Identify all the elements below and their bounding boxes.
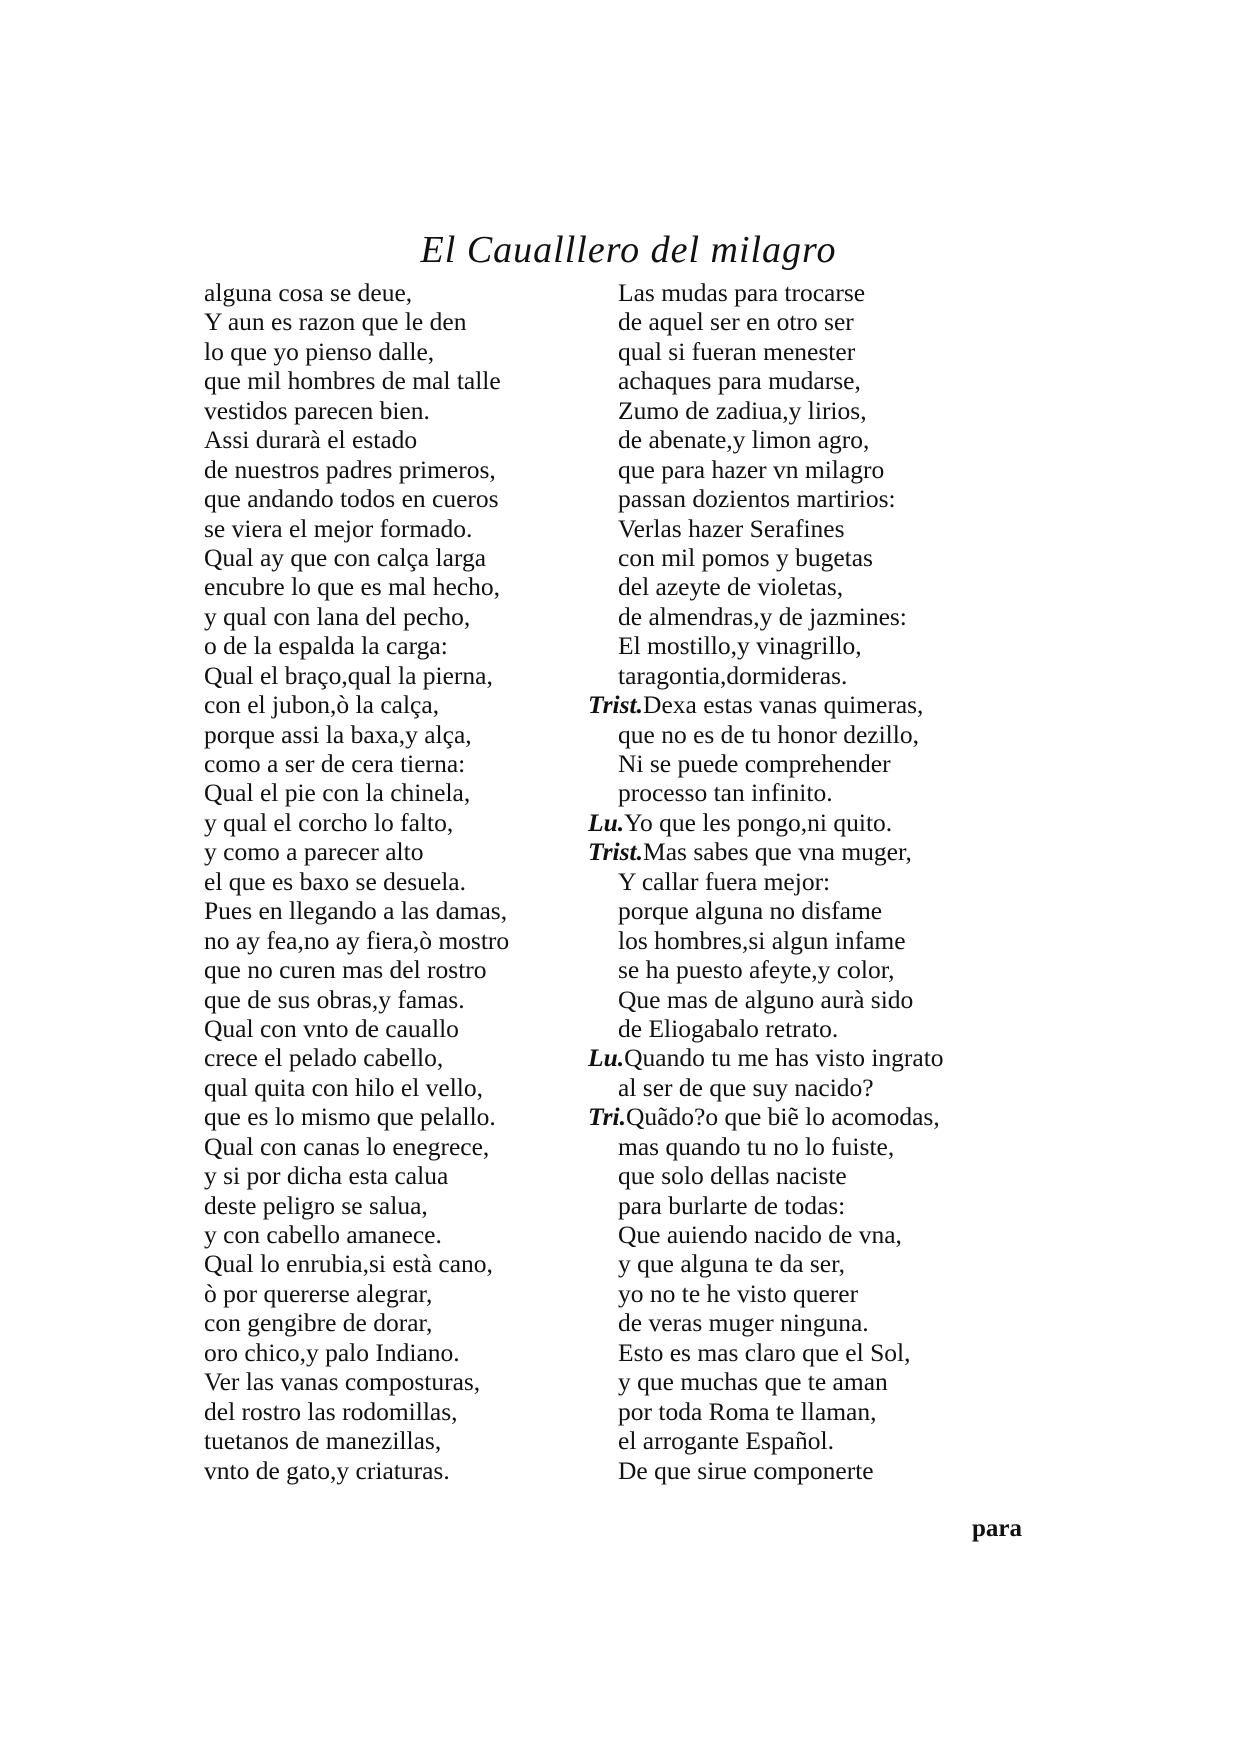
- verse-line: [204, 1426, 604, 1455]
- verse-text: yo no te he visto querer: [618, 1278, 859, 1308]
- verse-line: [618, 1073, 1038, 1102]
- verse-text: tuetanos de manezillas,: [204, 1426, 442, 1456]
- verse-line: [204, 1367, 604, 1396]
- verse-text: Qual el braço,qual la pierna,: [204, 660, 493, 690]
- verse-line: [204, 1249, 604, 1278]
- verse-line: [618, 1279, 1038, 1308]
- verse-line: [618, 867, 1038, 896]
- verse-text: de abenate,y limon agro,: [618, 425, 870, 455]
- verse-text: Quãdo?o que biẽ lo acomodas,: [626, 1102, 940, 1132]
- verse-text: qual quita con hilo el vello,: [204, 1072, 484, 1102]
- verse-text: de veras muger ninguna.: [618, 1308, 869, 1338]
- verse-text: del azeyte de violetas,: [618, 572, 844, 602]
- verse-text: Verlas hazer Serafines: [618, 513, 845, 543]
- verse-text: Las mudas para trocarse: [618, 278, 866, 307]
- verse-line: [204, 1132, 604, 1161]
- verse-text: se viera el mejor formado.: [204, 513, 473, 543]
- verse-text: Pues en llegando a las damas,: [204, 896, 508, 926]
- verse-text: no ay fea,no ay fiera,ò mostro: [204, 925, 510, 955]
- verse-text: Qual lo enrubia,si està cano,: [204, 1249, 493, 1279]
- verse-text: y qual el corcho lo falto,: [204, 807, 454, 837]
- verse-line: [618, 778, 1038, 807]
- verse-line: [618, 484, 1038, 513]
- verse-line: [618, 455, 1038, 484]
- left-verse-column: [204, 278, 604, 1485]
- verse-line: [204, 1043, 604, 1072]
- verse-line: [618, 1426, 1038, 1455]
- verse-text: que no curen mas del rostro: [204, 955, 487, 985]
- verse-line: [618, 896, 1038, 925]
- verse-line: [618, 1014, 1038, 1043]
- verse-text: Que mas de alguno aurà sido: [618, 984, 914, 1014]
- verse-text: porque alguna no disfame: [618, 896, 883, 926]
- verse-line: [618, 278, 1038, 307]
- verse-text: de Eliogabalo retrato.: [618, 1013, 839, 1043]
- verse-text: de nuestros padres primeros,: [204, 454, 496, 484]
- verse-text: Ni se puede comprehender: [618, 749, 891, 778]
- verse-line: [204, 396, 604, 425]
- verse-text: del rostro las rodomillas,: [204, 1396, 458, 1426]
- verse-text: Dexa estas vanas quimeras,: [643, 690, 924, 720]
- verse-text: achaques para mudarse,: [618, 366, 861, 396]
- verse-text: y como a parecer alto: [204, 837, 424, 867]
- verse-line: [618, 337, 1038, 366]
- verse-line: [204, 955, 604, 984]
- verse-text: Assi durarà el estado: [204, 425, 418, 455]
- verse-line: [618, 602, 1038, 631]
- verse-text: vestidos parecen bien.: [204, 395, 430, 425]
- verse-text: y que muchas que te aman: [618, 1367, 888, 1397]
- verse-line: [204, 778, 604, 807]
- verse-line: [618, 1220, 1038, 1249]
- verse-line: [204, 484, 604, 513]
- verse-line: [204, 985, 604, 1014]
- verse-text: con mil pomos y bugetas: [618, 542, 873, 572]
- verse-line: [204, 926, 604, 955]
- verse-line: [204, 572, 604, 601]
- verse-line: [204, 1191, 604, 1220]
- verse-line: [204, 661, 604, 690]
- verse-text: deste peligro se salua,: [204, 1190, 428, 1220]
- speaker-label: Lu.: [588, 1043, 625, 1073]
- verse-line: [204, 1397, 604, 1426]
- verse-line: [588, 808, 1038, 837]
- verse-line: [204, 278, 604, 307]
- verse-text: como a ser de cera tierna:: [204, 749, 466, 778]
- verse-text: porque assi la baxa,y alça,: [204, 719, 472, 749]
- verse-line: [204, 337, 604, 366]
- verse-text: con gengibre de dorar,: [204, 1308, 433, 1338]
- verse-line: [204, 1456, 604, 1485]
- verse-line: [204, 307, 604, 336]
- verse-text: encubre lo que es mal hecho,: [204, 572, 500, 602]
- verse-line: [618, 749, 1038, 778]
- verse-text: que mil hombres de mal talle: [204, 366, 501, 396]
- verse-text: se ha puesto afeyte,y color,: [618, 955, 895, 985]
- verse-text: de almendras,y de jazmines:: [618, 601, 907, 631]
- verse-line: [618, 720, 1038, 749]
- verse-line: [204, 1338, 604, 1367]
- verse-line: [618, 926, 1038, 955]
- verse-line: [204, 1308, 604, 1337]
- verse-text: Y callar fuera mejor:: [618, 866, 831, 896]
- verse-text: alguna cosa se deue,: [204, 278, 413, 307]
- speaker-label: Trist.: [588, 837, 644, 867]
- verse-line: [618, 307, 1038, 336]
- verse-text: lo que yo pienso dalle,: [204, 336, 435, 366]
- verse-text: vnto de gato,y criaturas.: [204, 1455, 450, 1485]
- verse-line: [618, 661, 1038, 690]
- verse-line: [204, 1014, 604, 1043]
- verse-line: [588, 690, 1038, 719]
- verse-text: passan dozientos martirios:: [618, 484, 896, 514]
- verse-line: [618, 985, 1038, 1014]
- speaker-label: Trist.: [588, 690, 644, 720]
- verse-line: [618, 514, 1038, 543]
- verse-text: el que es baxo se desuela.: [204, 866, 466, 896]
- verse-text: y qual con lana del pecho,: [204, 601, 471, 631]
- verse-line: [618, 1191, 1038, 1220]
- verse-text: De que sirue componerte: [618, 1455, 874, 1485]
- speaker-label: Lu.: [588, 807, 625, 837]
- verse-text: que no es de tu honor dezillo,: [618, 719, 919, 749]
- verse-line: [204, 867, 604, 896]
- verse-line: [204, 425, 604, 454]
- verse-text: El mostillo,y vinagrillo,: [618, 631, 862, 661]
- verse-text: que es lo mismo que pelallo.: [204, 1102, 496, 1132]
- catchword: para: [972, 1515, 1022, 1542]
- verse-text: Ver las vanas composturas,: [204, 1367, 481, 1397]
- verse-text: de aquel ser en otro ser: [618, 307, 854, 337]
- verse-text: mas quando tu no lo fuiste,: [618, 1131, 895, 1161]
- verse-text: que andando todos en cueros: [204, 484, 499, 514]
- verse-line: [588, 1102, 1038, 1131]
- verse-text: Y aun es razon que le den: [204, 307, 467, 337]
- verse-line: [204, 514, 604, 543]
- verse-line: [204, 896, 604, 925]
- verse-text: Qual con canas lo enegrece,: [204, 1131, 490, 1161]
- right-verse-column: [588, 278, 1038, 1485]
- verse-line: [204, 1102, 604, 1131]
- verse-line: [618, 955, 1038, 984]
- verse-text: qual si fueran menester: [618, 336, 856, 366]
- verse-line: [204, 543, 604, 572]
- verse-text: Esto es mas claro que el Sol,: [618, 1337, 911, 1367]
- verse-text: Yo que les pongo,ni quito.: [624, 807, 893, 837]
- page-title: El Caualllero del milagro: [420, 229, 837, 271]
- verse-line: [204, 808, 604, 837]
- verse-line: [618, 425, 1038, 454]
- verse-text: y con cabello amanece.: [204, 1220, 442, 1249]
- verse-text: con el jubon,ò la calça,: [204, 690, 440, 720]
- verse-text: el arrogante Español.: [618, 1426, 834, 1456]
- verse-text: y si por dicha esta calua: [204, 1161, 449, 1191]
- verse-line: [618, 1397, 1038, 1426]
- verse-text: por toda Roma te llaman,: [618, 1396, 877, 1426]
- verse-line: [618, 631, 1038, 660]
- verse-line: [204, 366, 604, 395]
- verse-text: que de sus obras,y famas.: [204, 984, 465, 1014]
- verse-text: que solo dellas naciste: [618, 1161, 847, 1191]
- verse-line: [204, 1161, 604, 1190]
- verse-text: los hombres,si algun infame: [618, 925, 906, 955]
- verse-text: Qual con vnto de cauallo: [204, 1013, 459, 1043]
- verse-line: [618, 1367, 1038, 1396]
- verse-line: [618, 1338, 1038, 1367]
- verse-text: o de la espalda la carga:: [204, 631, 448, 661]
- verse-line: [204, 602, 604, 631]
- verse-text: al ser de que suy nacido?: [618, 1072, 874, 1102]
- verse-text: para burlarte de todas:: [618, 1190, 846, 1220]
- verse-line: [618, 572, 1038, 601]
- verse-line: [588, 1043, 1038, 1072]
- verse-text: Quando tu me has visto ingrato: [624, 1043, 944, 1073]
- verse-line: [204, 1279, 604, 1308]
- verse-text: que para hazer vn milagro: [618, 454, 885, 484]
- verse-text: Qual ay que con calça larga: [204, 542, 487, 572]
- verse-line: [618, 1456, 1038, 1485]
- verse-text: oro chico,y palo Indiano.: [204, 1337, 460, 1367]
- verse-line: [618, 396, 1038, 425]
- verse-line: [204, 1073, 604, 1102]
- verse-text: Qual el pie con la chinela,: [204, 778, 471, 808]
- verse-line: [618, 1249, 1038, 1278]
- verse-line: [204, 455, 604, 484]
- verse-line: [204, 631, 604, 660]
- speaker-label: Tri.: [588, 1102, 627, 1132]
- verse-text: taragontia,dormideras.: [618, 660, 848, 690]
- verse-line: [618, 1161, 1038, 1190]
- verse-text: ò por quererse alegrar,: [204, 1278, 433, 1308]
- verse-line: [204, 690, 604, 719]
- verse-line: [618, 1132, 1038, 1161]
- verse-line: [204, 749, 604, 778]
- verse-line: [204, 1220, 604, 1249]
- verse-text: Mas sabes que vna muger,: [643, 837, 912, 867]
- verse-line: [618, 366, 1038, 395]
- verse-text: Que auiendo nacido de vna,: [618, 1220, 902, 1249]
- verse-line: [588, 837, 1038, 866]
- verse-line: [618, 1308, 1038, 1337]
- verse-text: processo tan infinito.: [618, 778, 833, 808]
- verse-text: y que alguna te da ser,: [618, 1249, 845, 1279]
- verse-line: [204, 720, 604, 749]
- verse-text: Zumo de zadiua,y lirios,: [618, 395, 867, 425]
- verse-line: [204, 837, 604, 866]
- verse-line: [618, 543, 1038, 572]
- verse-text: crece el pelado cabello,: [204, 1043, 444, 1073]
